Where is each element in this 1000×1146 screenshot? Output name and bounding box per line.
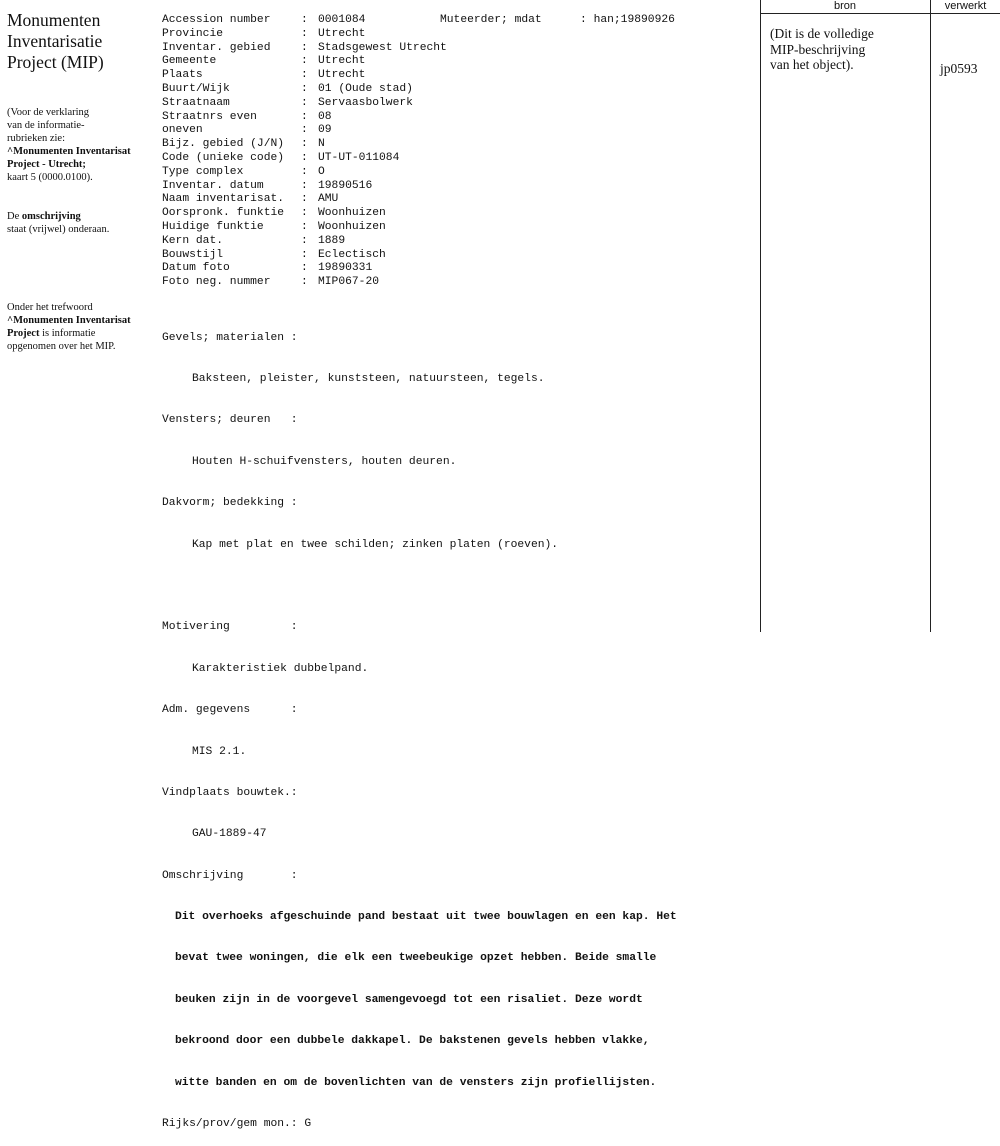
field-row	[162, 97, 447, 111]
note-bold-text: omschrijving	[21, 211, 81, 222]
omschrijving-label: Omschrijving :	[162, 869, 298, 882]
bron-line: van het object).	[770, 57, 854, 72]
field-separator: :	[301, 179, 308, 192]
field-separator: :	[301, 14, 308, 26]
field-value: Utrecht	[318, 69, 366, 82]
dakvorm-text: Kap met plat en twee schilden; zinken platen (roeven).	[192, 538, 559, 551]
bron-line: (Dit is de volledige	[770, 26, 874, 41]
field-label: Inventar. gebied	[162, 41, 271, 54]
note-bold-line: ^Monumenten Inventarisat	[7, 146, 131, 157]
field-value: Servaasbolwerk	[318, 96, 413, 109]
field-value: Utrecht	[318, 55, 366, 68]
field-separator: :	[301, 207, 308, 220]
field-label: Plaats	[162, 69, 203, 82]
field-separator: :	[301, 220, 308, 233]
omschrijving-line: beuken zijn in de voorgevel samengevoegd tot een risaliet. Deze wordt	[175, 993, 643, 1006]
field-label: Naam inventarisat.	[162, 193, 285, 206]
field-row	[162, 235, 447, 249]
field-row	[162, 249, 447, 263]
field-label: Straatnrs even	[162, 110, 257, 123]
field-label: Provincie	[162, 27, 224, 40]
field-separator: :	[301, 69, 308, 82]
field-separator: :	[301, 151, 308, 164]
omschrijving-line: bekroond door een dubbele dakkapel. De bakstenen gevels hebben vlakke,	[175, 1035, 650, 1048]
field-label: Code (unieke code)	[162, 151, 285, 164]
field-row	[162, 276, 447, 290]
omschrijving-line: witte banden en om de bovenlichten van de vensters zijn profiellijsten.	[175, 1076, 657, 1089]
title-line: Project (MIP)	[7, 52, 104, 72]
field-separator: :	[301, 55, 308, 68]
field-label: Kern dat.	[162, 234, 224, 247]
field-row	[162, 111, 447, 125]
muteerder-separator: :	[580, 14, 587, 26]
header-verwerkt: verwerkt	[944, 0, 987, 12]
dakvorm-label: Dakvorm; bedekking :	[162, 497, 298, 510]
field-row	[162, 207, 447, 221]
field-label: Inventar. datum	[162, 179, 264, 192]
field-value: 0001084	[318, 14, 366, 26]
field-separator: :	[301, 234, 308, 247]
field-value: Eclectisch	[318, 248, 386, 261]
field-value: Woonhuizen	[318, 207, 386, 220]
omschrijving-line: Dit overhoeks afgeschuinde pand bestaat uit twee bouwlagen en een kap. Het	[175, 911, 677, 924]
adm-text: MIS 2.1.	[192, 745, 247, 758]
field-value: 1889	[318, 234, 346, 247]
field-row	[162, 14, 447, 28]
vensters-label: Vensters; deuren :	[162, 414, 298, 427]
field-row	[162, 152, 447, 166]
field-label: Buurt/Wijk	[162, 82, 230, 95]
vindplaats-label: Vindplaats bouwtek.:	[162, 786, 298, 799]
field-value: 09	[318, 124, 332, 137]
field-label: Straatnaam	[162, 96, 230, 109]
field-row	[162, 69, 447, 83]
vensters-text: Houten H-schuifvensters, houten deuren.	[192, 455, 457, 468]
field-label: Huidige funktie	[162, 220, 264, 233]
source-table	[760, 0, 1000, 632]
record-fields	[162, 14, 447, 290]
table-divider	[760, 0, 761, 632]
sidebar-note-trefwoord	[7, 301, 147, 353]
gevels-label: Gevels; materialen :	[162, 331, 298, 344]
bron-cell	[770, 26, 874, 73]
description-block	[162, 304, 677, 1146]
field-value: 19890331	[318, 262, 373, 275]
verwerkt-cell: jp0593	[940, 61, 978, 76]
field-separator: :	[301, 262, 308, 275]
field-label: Bijz. gebied (J/N)	[162, 138, 285, 151]
note-line: van de informatie-	[7, 120, 85, 131]
field-separator: :	[301, 165, 308, 178]
field-separator: :	[301, 193, 308, 206]
field-row	[162, 83, 447, 97]
field-value: AMU	[318, 193, 339, 206]
note-line: kaart 5 (0000.0100).	[7, 172, 93, 183]
adm-label: Adm. gegevens :	[162, 704, 298, 717]
field-value: MIP067-20	[318, 276, 380, 289]
rijks-value: G	[304, 1118, 312, 1131]
muteerder-label: Muteerder; mdat	[440, 14, 542, 26]
omschrijving-line: bevat twee woningen, die elk een tweebeukige opzet hebben. Beide smalle	[175, 952, 657, 965]
note-line: (Voor de verklaring	[7, 107, 90, 118]
field-row	[162, 138, 447, 152]
note-text: De	[7, 211, 22, 222]
header-bron: bron	[833, 0, 857, 12]
table-divider	[930, 0, 931, 632]
field-row	[162, 180, 447, 194]
note-line: staat (vrijwel) onderaan.	[7, 224, 110, 235]
document-title	[7, 10, 157, 73]
field-separator: :	[301, 96, 308, 109]
field-separator: :	[301, 248, 308, 261]
field-value: Stadsgewest Utrecht	[318, 41, 447, 54]
field-separator: :	[301, 41, 308, 54]
field-separator: :	[301, 138, 308, 151]
title-line: Monumenten	[7, 10, 101, 30]
rijks-label: Rijks/prov/gem mon.:	[162, 1118, 298, 1131]
field-value: O	[318, 165, 325, 178]
title-line: Inventarisatie	[7, 31, 103, 51]
motivering-label: Motivering :	[162, 621, 298, 634]
field-value: 01 (Oude stad)	[318, 82, 413, 95]
field-row	[162, 42, 447, 56]
field-value: UT-UT-011084	[318, 151, 400, 164]
sidebar-note-explanation	[7, 106, 147, 184]
vindplaats-text: GAU-1889-47	[192, 828, 267, 841]
note-bold-line: Project - Utrecht;	[7, 159, 86, 170]
motivering-text: Karakteristiek dubbelpand.	[192, 662, 369, 675]
field-row	[162, 28, 447, 42]
bron-line: MIP-beschrijving	[770, 41, 866, 57]
note-line: opgenomen over het MIP.	[7, 341, 116, 352]
field-label: Accession number	[162, 14, 271, 26]
field-label: Type complex	[162, 165, 244, 178]
field-separator: :	[301, 27, 308, 40]
field-value: 08	[318, 110, 332, 123]
note-bold-text: Project	[7, 328, 40, 339]
field-row	[162, 193, 447, 207]
field-separator: :	[301, 276, 308, 289]
field-value: Utrecht	[318, 27, 366, 40]
field-label: Gemeente	[162, 55, 217, 68]
field-row	[162, 166, 447, 180]
field-row	[162, 262, 447, 276]
field-separator: :	[301, 110, 308, 123]
note-line: rubrieken zie:	[7, 133, 66, 144]
note-bold-line: ^Monumenten Inventarisat	[7, 315, 131, 326]
field-label: Foto neg. nummer	[162, 276, 271, 289]
field-label: Bouwstijl	[162, 248, 224, 261]
field-row	[162, 124, 447, 138]
field-label: Oorspronk. funktie	[162, 207, 285, 220]
field-separator: :	[301, 82, 308, 95]
field-separator: :	[301, 124, 308, 137]
sidebar-note-omschrijving	[7, 210, 147, 236]
gevels-text: Baksteen, pleister, kunststeen, natuursteen, tegels.	[192, 372, 545, 385]
field-row	[162, 55, 447, 69]
note-line: Onder het trefwoord	[7, 302, 93, 313]
field-value: 19890516	[318, 179, 373, 192]
field-label: oneven	[162, 124, 203, 137]
note-text: is informatie	[39, 328, 96, 339]
muteerder-value: han;19890926	[593, 14, 675, 26]
field-label: Datum foto	[162, 262, 230, 275]
field-value: Woonhuizen	[318, 220, 386, 233]
field-value: N	[318, 138, 325, 151]
muteerder-field	[440, 14, 675, 28]
field-row	[162, 221, 447, 235]
